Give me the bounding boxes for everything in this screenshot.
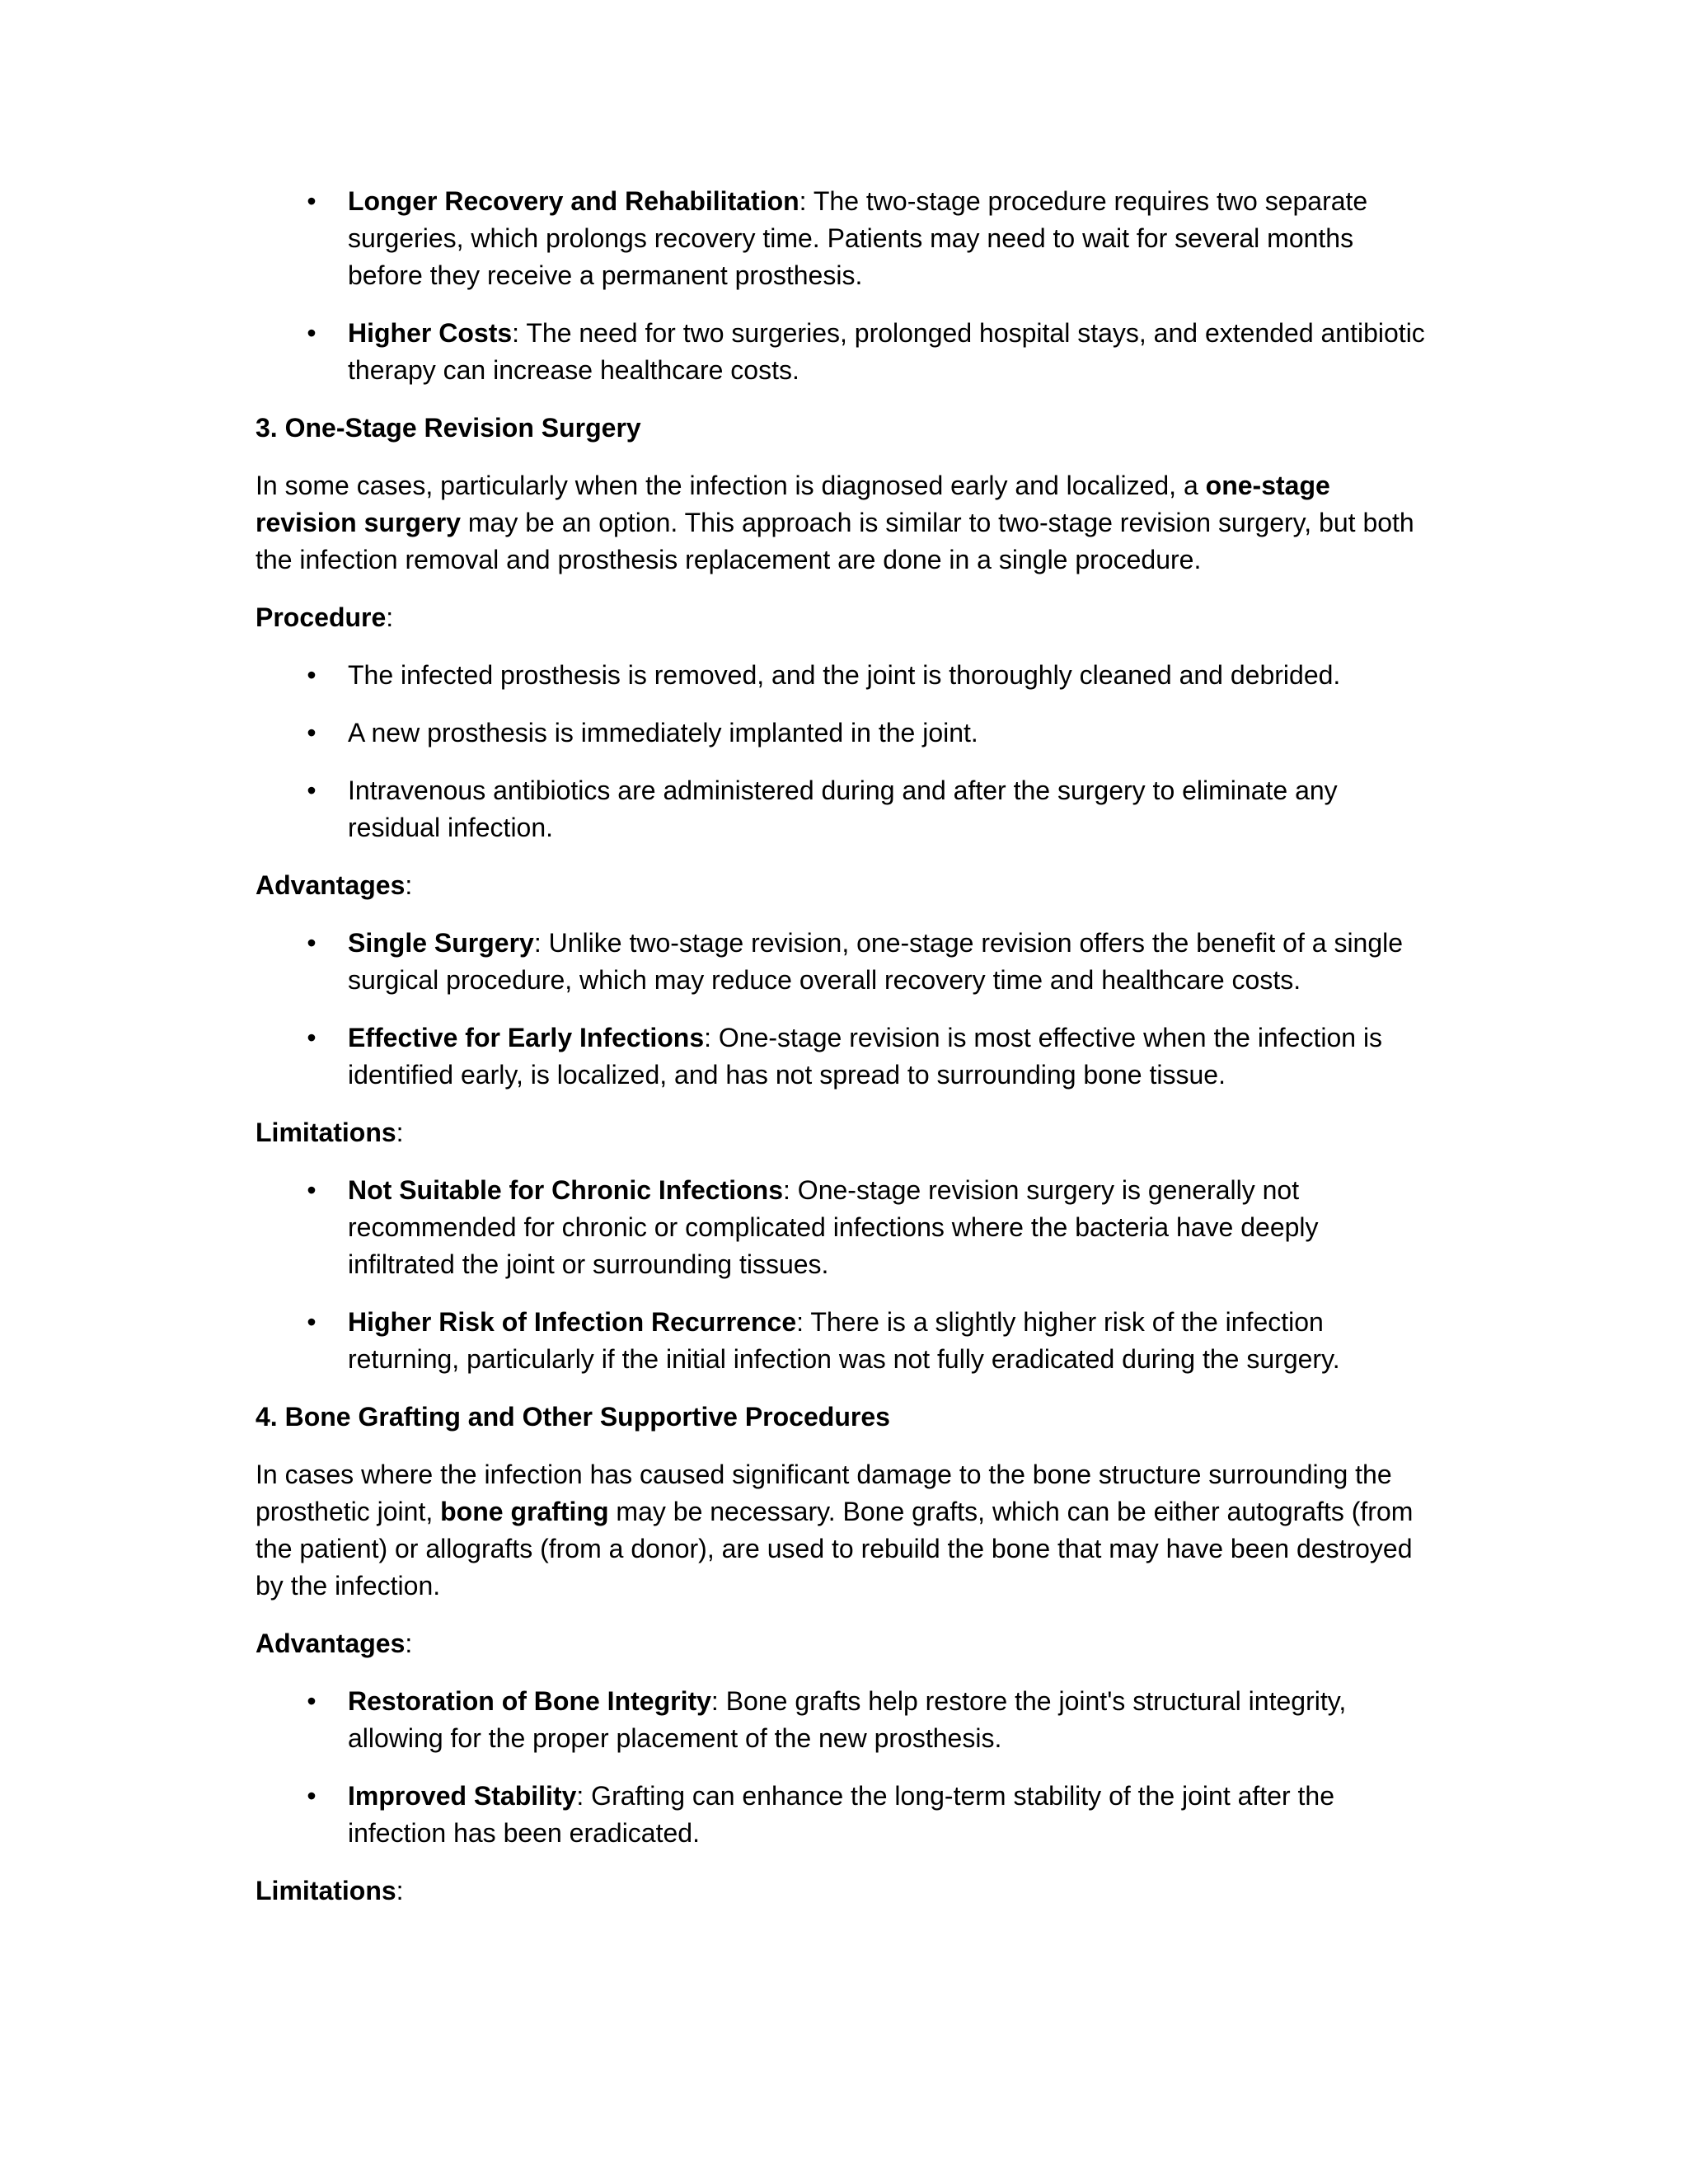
list-item-term: Improved Stability bbox=[348, 1781, 577, 1811]
list-item-text: : One-stage revision is most effective when the infection is identified early, is localized, and has not spread to surrounding bone tissue. bbox=[348, 1023, 1383, 1090]
subheading-label: Advantages bbox=[256, 1629, 406, 1658]
subheading-advantages bbox=[256, 867, 1426, 904]
intro-text: may be an option. This approach is similar to two-stage revision surgery, but both the infection removal and prosthesis replacement are done in a single procedure. bbox=[256, 508, 1414, 574]
bullet-icon: • bbox=[307, 1781, 316, 1811]
list-item-text: : Grafting can enhance the long-term stability of the joint after the infection has been eradicated. bbox=[348, 1781, 1335, 1848]
advantages-list bbox=[256, 1683, 1426, 1852]
list-item-text: A new prosthesis is immediately implanted in the joint. bbox=[348, 718, 978, 748]
intro-text: may be necessary. Bone grafts, which can be either autografts (from the patient) or allografts (from a donor), are used to rebuild the bone that may have been destroyed by the infection. bbox=[256, 1497, 1414, 1601]
list-item bbox=[256, 183, 1426, 294]
advantages-list bbox=[256, 925, 1426, 1094]
list-item bbox=[256, 1778, 1426, 1852]
subheading-colon: : bbox=[396, 1876, 404, 1905]
list-item-text: : The need for two surgeries, prolonged hospital stays, and extended antibiotic therapy can increase healthcare costs. bbox=[348, 318, 1425, 385]
subheading-label: Procedure bbox=[256, 602, 387, 632]
procedure-list bbox=[256, 657, 1426, 846]
list-item bbox=[256, 772, 1426, 846]
list-item-text: : The two-stage procedure requires two separate surgeries, which prolongs recovery time. Patients may need to wait for several months before they receive a permanent prosthesis. bbox=[348, 186, 1368, 290]
list-item-term: Single Surgery bbox=[348, 928, 534, 958]
intro-text: In some cases, particularly when the infection is diagnosed early and localized, a bbox=[256, 471, 1206, 500]
list-item-term: Longer Recovery and Rehabilitation bbox=[348, 186, 799, 216]
list-item bbox=[256, 1304, 1426, 1378]
bullet-icon: • bbox=[307, 1175, 316, 1205]
section-heading: 3. One-Stage Revision Surgery bbox=[256, 413, 641, 443]
subheading-colon: : bbox=[386, 602, 394, 632]
intro-bold-term: one-stage revision surgery bbox=[256, 471, 1330, 537]
list-item-text: : Unlike two-stage revision, one-stage revision offers the benefit of a single surgical procedure, which may reduce overall recovery time and healthcare costs. bbox=[348, 928, 1404, 995]
section-intro bbox=[256, 1456, 1426, 1605]
list-item-text: : One-stage revision surgery is generally not recommended for chronic or complicated infections where the bacteria have deeply infiltrated the joint or surrounding tissues. bbox=[348, 1175, 1319, 1279]
list-item bbox=[256, 715, 1426, 752]
section-heading: 4. Bone Grafting and Other Supportive Procedures bbox=[256, 1402, 890, 1432]
document-page bbox=[256, 183, 1426, 1930]
bullet-icon: • bbox=[307, 718, 316, 748]
list-item bbox=[256, 657, 1426, 694]
intro-text: In cases where the infection has caused significant damage to the bone structure surrounding the prosthetic joint, bbox=[256, 1460, 1392, 1526]
subheading-label: Limitations bbox=[256, 1118, 396, 1147]
section-intro bbox=[256, 467, 1426, 579]
list-item bbox=[256, 1019, 1426, 1094]
subheading-label: Limitations bbox=[256, 1876, 396, 1905]
bullet-icon: • bbox=[307, 186, 316, 216]
subheading-colon: : bbox=[396, 1118, 404, 1147]
bullet-icon: • bbox=[307, 1686, 316, 1716]
list-item bbox=[256, 1683, 1426, 1757]
list-item-text: : Bone grafts help restore the joint's structural integrity, allowing for the proper placement of the new prosthesis. bbox=[348, 1686, 1347, 1753]
bullet-icon: • bbox=[307, 1307, 316, 1337]
subheading-limitations bbox=[256, 1872, 1426, 1910]
bullet-icon: • bbox=[307, 928, 316, 958]
bullet-icon: • bbox=[307, 318, 316, 348]
intro-bold-term: bone grafting bbox=[440, 1497, 609, 1526]
list-item bbox=[256, 925, 1426, 999]
list-item bbox=[256, 1172, 1426, 1283]
bullet-icon: • bbox=[307, 1023, 316, 1052]
limitations-list bbox=[256, 1172, 1426, 1378]
bullet-icon: • bbox=[307, 776, 316, 805]
list-item-text: : There is a slightly higher risk of the infection returning, particularly if the initial infection was not fully eradicated during the surgery. bbox=[348, 1307, 1340, 1374]
subheading-advantages bbox=[256, 1625, 1426, 1662]
list-item-term: Higher Risk of Infection Recurrence bbox=[348, 1307, 797, 1337]
subheading-label: Advantages bbox=[256, 870, 406, 900]
list-item bbox=[256, 315, 1426, 389]
subheading-procedure bbox=[256, 599, 1426, 636]
subheading-limitations bbox=[256, 1114, 1426, 1151]
continued-limitations-list bbox=[256, 183, 1426, 389]
subheading-colon: : bbox=[405, 1629, 413, 1658]
subheading-colon: : bbox=[405, 870, 413, 900]
list-item-term: Not Suitable for Chronic Infections bbox=[348, 1175, 784, 1205]
list-item-term: Higher Costs bbox=[348, 318, 513, 348]
list-item-text: The infected prosthesis is removed, and the joint is thoroughly cleaned and debrided. bbox=[348, 660, 1341, 690]
list-item-term: Restoration of Bone Integrity bbox=[348, 1686, 711, 1716]
bullet-icon: • bbox=[307, 660, 316, 690]
list-item-text: Intravenous antibiotics are administered during and after the surgery to eliminate any residual infection. bbox=[348, 776, 1338, 842]
list-item-term: Effective for Early Infections bbox=[348, 1023, 705, 1052]
